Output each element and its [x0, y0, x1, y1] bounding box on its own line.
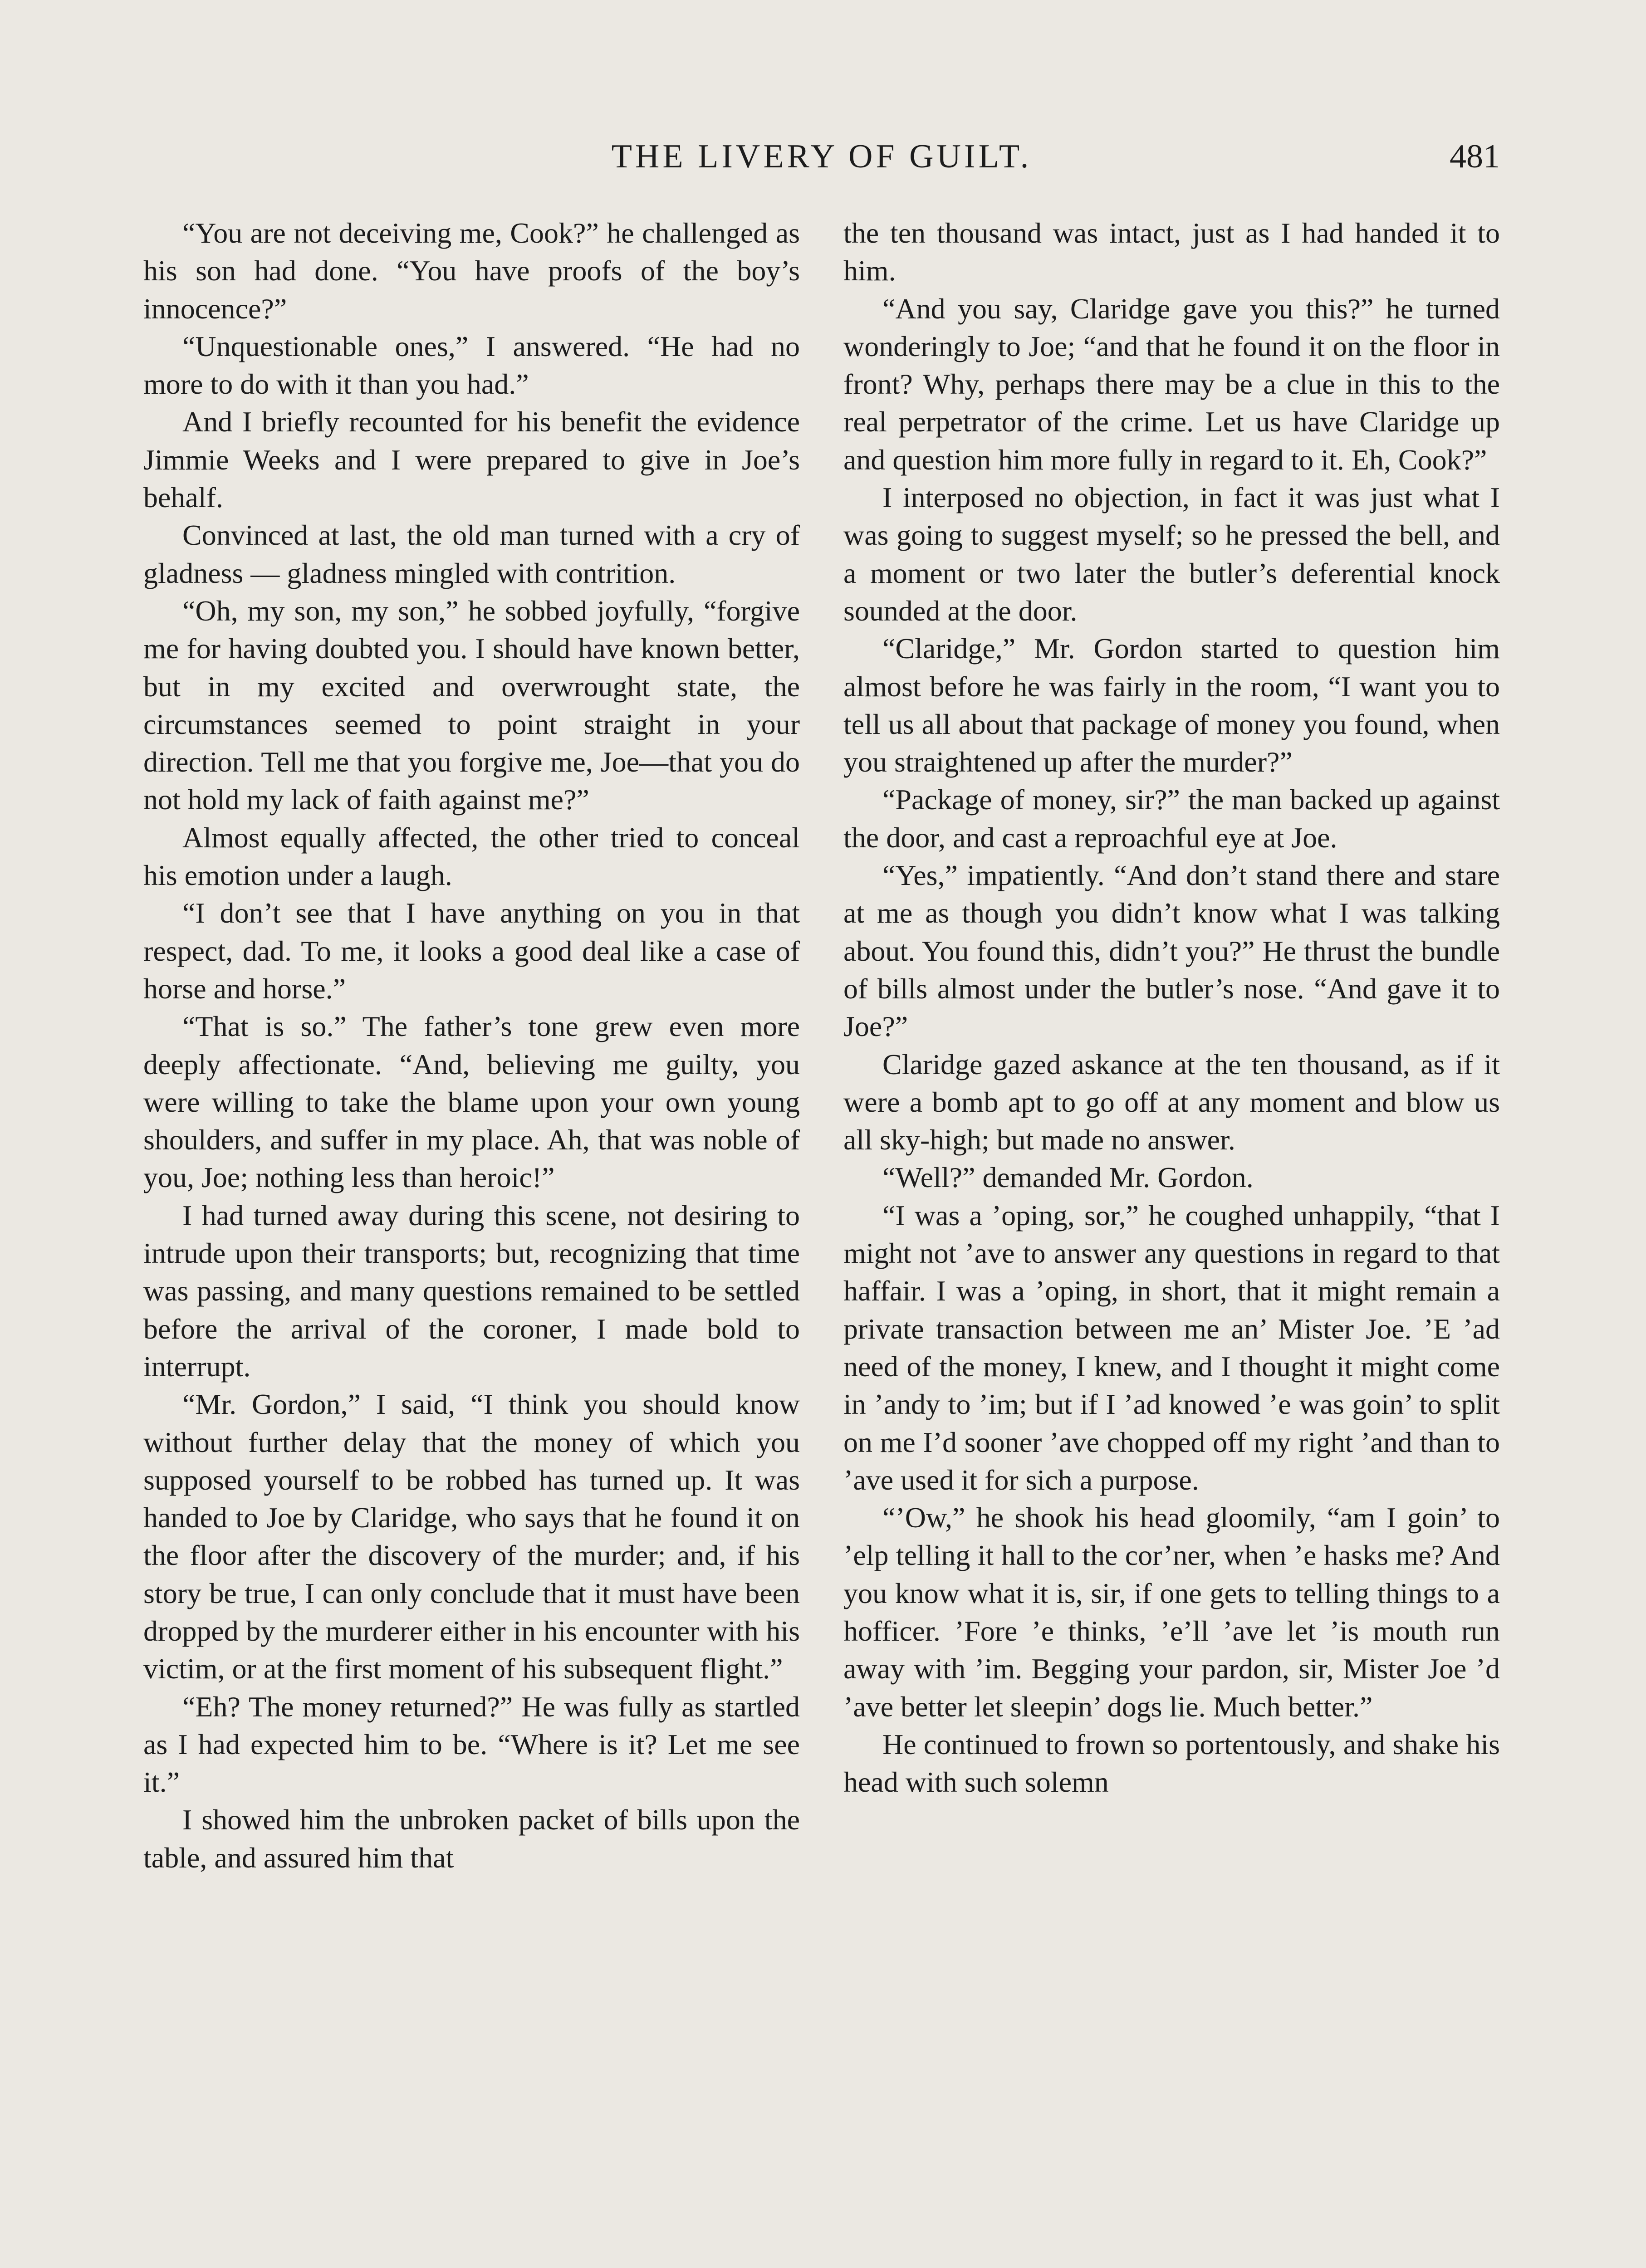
paragraph: Convinced at last, the old man turned with a cry of gladness — gladness mingled with contrition. — [143, 519, 800, 589]
paragraph: “That is so.” The father’s tone grew even more deeply affectionate. “And, believing me guilty, you were willing to take the blame upon your own young shoulders, and suffer in my place. Ah, that was noble of you, Joe; nothing less than heroic!” — [143, 1010, 800, 1194]
paragraph: And I briefly recounted for his benefit the evidence Jimmie Weeks and I were prepared to give in Joe’s behalf. — [143, 406, 800, 514]
paragraph: “Unquestionable ones,” I answered. “He had no more to do with it than you had.” — [143, 330, 800, 401]
page-number: 481 — [1450, 138, 1500, 175]
paragraph: “You are not deceiving me, Cook?” he challenged as his son had done. “You have proofs of the boy’s innocence?” — [143, 217, 800, 325]
running-title: THE LIVERY OF GUILT. — [611, 138, 1032, 175]
paragraph: He continued to frown so portentously, and shake his head with such solemn — [843, 1728, 1500, 1799]
paragraph: “’Ow,” he shook his head gloomily, “am I goin’ to ’elp telling it hall to the cor’ner, when ’e hasks me? And you know what it is, sir, if one gets to telling things to a hofficer. ’Fore ’e thinks, ’e’ll ’ave let ’is mouth run away with ’im. Begging your pardon, sir, Mister Joe ’d ’ave better let sleepin’ dogs lie. Much better.” — [843, 1501, 1500, 1723]
paragraph: “Eh? The money returned?” He was fully as startled as I had expected him to be. “Where is it? Let me see it.” — [143, 1690, 800, 1799]
right-column — [843, 214, 1500, 2268]
paragraph: “Yes,” impatiently. “And don’t stand there and stare at me as though you didn’t know what I was talking about. You found this, didn’t you?” He thrust the bundle of bills almost under the butler’s nose. “And gave it to Joe?” — [843, 859, 1500, 1043]
paragraph: “I was a ’oping, sor,” he coughed unhappily, “that I might not ’ave to answer any questions in regard to that haffair. I was a ’oping, in short, that it might remain a private transaction between me an’ Mister Joe. ’E ’ad need of the money, I knew, and I thought it might come in ’andy to ’im; but if I ’ad knowed ’e was goin’ to split on me I’d sooner ’ave chopped off my right ’and than to ’ave used it for sich a purpose. — [843, 1199, 1500, 1496]
paragraph: “Oh, my son, my son,” he sobbed joyfully, “forgive me for having doubted you. I should have known better, but in my excited and overwrought state, the circumstances seemed to point straight in your direction. Tell me that you forgive me, Joe—that you do not hold my lack of faith against me?” — [143, 594, 800, 816]
paragraph: Almost equally affected, the other tried to conceal his emotion under a laugh. — [143, 821, 800, 892]
paragraph: Claridge gazed askance at the ten thousand, as if it were a bomb apt to go off at any moment and blow us all sky-high; but made no answer. — [843, 1048, 1500, 1156]
paragraph: I had turned away during this scene, not desiring to intrude upon their transports; but, recognizing that time was passing, and many questions remained to be settled before the arrival of the coroner, I made bold to interrupt. — [143, 1199, 800, 1383]
paragraph: the ten thousand was intact, just as I had handed it to him. — [843, 217, 1500, 287]
page-header — [143, 132, 1500, 181]
left-column — [143, 214, 800, 2268]
paragraph: I interposed no objection, in fact it was just what I was going to suggest myself; so he pressed the bell, and a moment or two later the butler’s deferential knock sounded at the door. — [843, 481, 1500, 627]
paragraph: “Mr. Gordon,” I said, “I think you should know without further delay that the money of which you supposed yourself to be robbed has turned up. It was handed to Joe by Claridge, who says that he found it on the floor after the discovery of the murder; and, if his story be true, I can only conclude that it must have been dropped by the murderer either in his encounter with his victim, or at the first moment of his subsequent flight.” — [143, 1388, 800, 1685]
paragraph: “And you say, Claridge gave you this?” he turned wonderingly to Joe; “and that he found it on the floor in front? Why, perhaps there may be a clue in this to the real perpetrator of the crime. Let us have Claridge up and question him more fully in regard to it. Eh, Cook?” — [843, 292, 1500, 476]
paragraph: “I don’t see that I have anything on you in that respect, dad. To me, it looks a good deal like a case of horse and horse.” — [143, 897, 800, 1005]
paragraph: “Claridge,” Mr. Gordon started to question him almost before he was fairly in the room, “I want you to tell us all about that package of money you found, when you straightened up after the murder?” — [843, 632, 1500, 778]
paragraph: “Well?” demanded Mr. Gordon. — [882, 1161, 1254, 1194]
paragraph: “Package of money, sir?” the man backed up against the door, and cast a reproachful eye at Joe. — [843, 783, 1500, 854]
paragraph: I showed him the unbroken packet of bills upon the table, and assured him that — [143, 1804, 800, 1874]
